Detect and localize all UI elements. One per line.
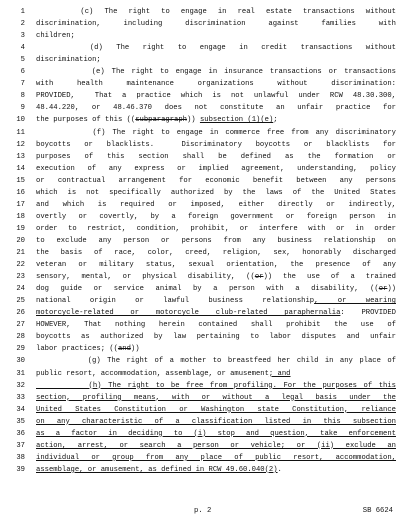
document-line: [0, 42, 405, 54]
document-line: [0, 90, 405, 102]
document-line: [0, 151, 405, 163]
document-line: [0, 127, 405, 139]
line-number: 18: [16, 212, 25, 221]
line-text: [36, 127, 396, 139]
line-number: 2: [20, 20, 25, 29]
line-number: 7: [20, 80, 25, 89]
line-number: 16: [16, 188, 25, 197]
line-number: 26: [16, 309, 25, 318]
line-number: 19: [16, 224, 25, 233]
inserted-text: individual or group from any place of public resort, accommodation,: [36, 453, 396, 462]
inserted-text: (h) The right to be free from profiling. For the purposes of this: [36, 381, 396, 390]
document-line: [0, 380, 405, 392]
line-text: [36, 175, 396, 187]
text-segment: )): [186, 116, 200, 125]
line-text: [36, 187, 396, 199]
document-line: [0, 271, 405, 283]
line-number: 1: [20, 8, 25, 16]
text-segment: with health maintenance organizations without discrimination:: [36, 80, 396, 89]
text-segment: which is not specifically authorized by the laws of the United States: [36, 188, 396, 197]
page-footer: [0, 505, 405, 517]
line-text: [36, 6, 396, 18]
page-number: p. 2: [194, 507, 212, 515]
text-segment: (g) The right of a mother to breastfeed her child in any place of: [36, 357, 396, 366]
text-segment: )): [387, 285, 396, 294]
text-segment: : PROVIDED: [340, 309, 396, 318]
text-segment: and which is required or imposed, either directly or indirectly,: [36, 200, 396, 209]
text-segment: overtly or covertly, by a foreign government or foreign person in: [36, 212, 396, 221]
struck-text: or: [254, 273, 264, 282]
document-line: [0, 416, 405, 428]
text-segment: HOWEVER, That nothing herein contained shall prohibit the use of: [36, 321, 396, 330]
document-line: [0, 211, 405, 223]
line-text: [36, 90, 396, 102]
line-number: 30: [16, 357, 25, 366]
line-number: 17: [16, 200, 25, 209]
document-line: [0, 440, 405, 452]
line-text: [36, 211, 396, 223]
text-segment: discrimination, including discrimination against families with: [36, 20, 396, 29]
text-segment: or contractual arrangement for economic benefit between any persons: [36, 176, 396, 185]
line-number: 14: [16, 164, 25, 173]
line-number: 25: [16, 297, 25, 306]
line-number: 11: [16, 128, 25, 137]
line-number: 34: [16, 405, 25, 414]
inserted-text: action, arrest, or search a person or vehicle; or (ii) exclude an: [36, 441, 396, 450]
inserted-text: as a factor in deciding to (i) stop and question, take enforcement: [36, 429, 396, 438]
text-segment: ;: [273, 116, 278, 125]
line-text: [36, 404, 396, 416]
text-segment: sensory, mental, or physical disability, ((: [36, 273, 255, 282]
line-text: [36, 355, 396, 367]
line-text: [36, 235, 396, 247]
text-segment: labor practices; ((: [36, 345, 118, 354]
document-line: [0, 283, 405, 295]
text-segment: public resort, accommodation, assemblage, or amusement: [36, 369, 269, 378]
line-text: [36, 307, 396, 319]
document-line: [0, 343, 405, 355]
document-line: [0, 452, 405, 464]
line-text: [36, 343, 396, 355]
document-line: [0, 247, 405, 259]
document-line: [0, 223, 405, 235]
document-line: [0, 355, 405, 367]
document-line: [0, 428, 405, 440]
line-text: [36, 163, 396, 175]
line-text: [36, 151, 396, 163]
line-number: 23: [16, 273, 25, 282]
document-line: [0, 187, 405, 199]
document-line: [0, 30, 405, 42]
line-number: 3: [20, 32, 25, 41]
struck-text: or: [378, 285, 388, 294]
line-text: [36, 331, 396, 343]
line-text: [36, 54, 396, 66]
line-number: 5: [20, 56, 25, 65]
text-segment: dog guide or service animal by a person with a disability, ((: [36, 285, 379, 294]
bill-number: SB 6624: [362, 507, 393, 515]
line-text: [36, 42, 396, 54]
document-line: [0, 102, 405, 114]
struck-text: subparagraph: [135, 116, 187, 125]
document-line: [0, 235, 405, 247]
inserted-text: United States Constitution or Washington state Constitution, reliance: [36, 405, 396, 414]
line-text: [36, 18, 396, 30]
line-number: 39: [16, 465, 25, 474]
document-line: [0, 259, 405, 271]
line-number: 29: [16, 345, 25, 354]
text-segment: PROVIDED, That a practice which is not unlawful under RCW 48.30.300,: [36, 92, 396, 101]
line-text: [36, 295, 396, 307]
document-line: [0, 6, 405, 18]
line-number: 13: [16, 152, 25, 161]
line-number: 28: [16, 333, 25, 342]
text-segment: the purposes of this ((: [36, 116, 136, 125]
line-text: [36, 223, 396, 235]
line-number: 24: [16, 285, 25, 294]
document-line: [0, 368, 405, 380]
text-segment: )): [130, 345, 140, 354]
document-line: [0, 392, 405, 404]
document-line: [0, 54, 405, 66]
line-text: [36, 247, 396, 259]
line-number: 36: [16, 429, 25, 438]
text-segment: national origin or lawful business relationship: [36, 297, 315, 306]
text-segment: discrimination;: [36, 56, 101, 65]
line-text: [36, 66, 396, 78]
text-segment: (e) The right to engage in insurance transactions or transactions: [36, 68, 396, 77]
line-text: [36, 259, 396, 271]
document-line: [0, 295, 405, 307]
line-text: [36, 368, 396, 380]
document-line: [0, 66, 405, 78]
struck-text: and: [117, 345, 131, 354]
line-number: 20: [16, 236, 25, 245]
line-text: [36, 319, 396, 331]
line-number: 32: [16, 381, 25, 390]
line-number: 38: [16, 453, 25, 462]
line-text: [36, 464, 396, 476]
line-number: 31: [16, 369, 25, 378]
line-text: [36, 283, 396, 295]
line-number: 4: [20, 44, 25, 53]
line-text: [36, 78, 396, 90]
text-segment: the basis of race, color, creed, religion, sex, honorably discharged: [36, 249, 396, 257]
text-segment: boycotts or blacklists. Discriminatory boycotts or blacklists for: [36, 140, 396, 149]
text-segment: .: [277, 465, 282, 474]
document-line: [0, 175, 405, 187]
text-segment: execution of any express or implied agreement, understanding, policy: [36, 164, 396, 173]
document-line: [0, 319, 405, 331]
line-number: 10: [16, 116, 25, 125]
line-text: [36, 271, 396, 283]
document-line: [0, 199, 405, 211]
line-number: 12: [16, 140, 25, 149]
inserted-text: subsection (1)(e): [199, 116, 274, 125]
line-text: [36, 392, 396, 404]
line-text: [36, 114, 396, 126]
line-number: 22: [16, 261, 25, 270]
line-number: 27: [16, 321, 25, 330]
line-number: 21: [16, 249, 25, 257]
line-number: 6: [20, 68, 25, 77]
document-line: [0, 139, 405, 151]
line-text: [36, 199, 396, 211]
line-text: [36, 30, 396, 42]
text-segment: order to restrict, condition, prohibit, or interfere with or in order: [36, 224, 396, 233]
text-segment: to exclude any person or persons from any business relationship on: [36, 236, 396, 245]
line-number: 37: [16, 441, 25, 450]
line-text: [36, 102, 396, 114]
text-segment: purposes of this section shall be defined as the formation or: [36, 152, 396, 161]
line-text: [36, 380, 396, 392]
document-line: [0, 78, 405, 90]
line-number: 9: [20, 104, 25, 113]
line-text: [36, 440, 396, 452]
document-line: [0, 404, 405, 416]
inserted-text: section, profiling means, with or without a legal basis under the: [36, 393, 396, 402]
document-line: [0, 18, 405, 30]
document-line: [0, 114, 405, 126]
line-number: 35: [16, 417, 25, 426]
line-number: 8: [20, 92, 25, 101]
inserted-text: motorcycle-related or motorcycle club-related paraphernalia: [36, 309, 341, 318]
document-line: [0, 307, 405, 319]
text-segment: veteran or military status, sexual orientation, the presence of any: [36, 261, 396, 270]
line-text: [36, 452, 396, 464]
inserted-text: , or wearing: [314, 297, 396, 306]
text-segment: boycotts as authorized by law pertaining to labor disputes and unfair: [36, 333, 396, 342]
inserted-text: on any characteristic of a classification listed in this subsection: [36, 417, 396, 426]
text-segment: )) the use of a trained: [263, 273, 396, 282]
inserted-text: ; and: [268, 369, 291, 378]
text-segment: 48.44.220, or 48.46.370 does not constitute an unfair practice for: [36, 104, 396, 113]
line-number: 33: [16, 393, 25, 402]
document-line: [0, 464, 405, 476]
line-text: [36, 416, 396, 428]
document-line: [0, 163, 405, 175]
line-number: 15: [16, 176, 25, 185]
text-segment: (f) The right to engage in commerce free from any discriminatory: [36, 128, 396, 137]
line-text: [36, 139, 396, 151]
document-line: [0, 331, 405, 343]
inserted-text: assemblage, or amusement, as defined in RCW 49.60.040(2): [36, 465, 278, 474]
text-segment: children;: [36, 32, 75, 41]
text-segment: (c) The right to engage in real estate transactions without: [36, 8, 396, 16]
text-segment: (d) The right to engage in credit transactions without: [36, 44, 396, 53]
line-text: [36, 428, 396, 440]
